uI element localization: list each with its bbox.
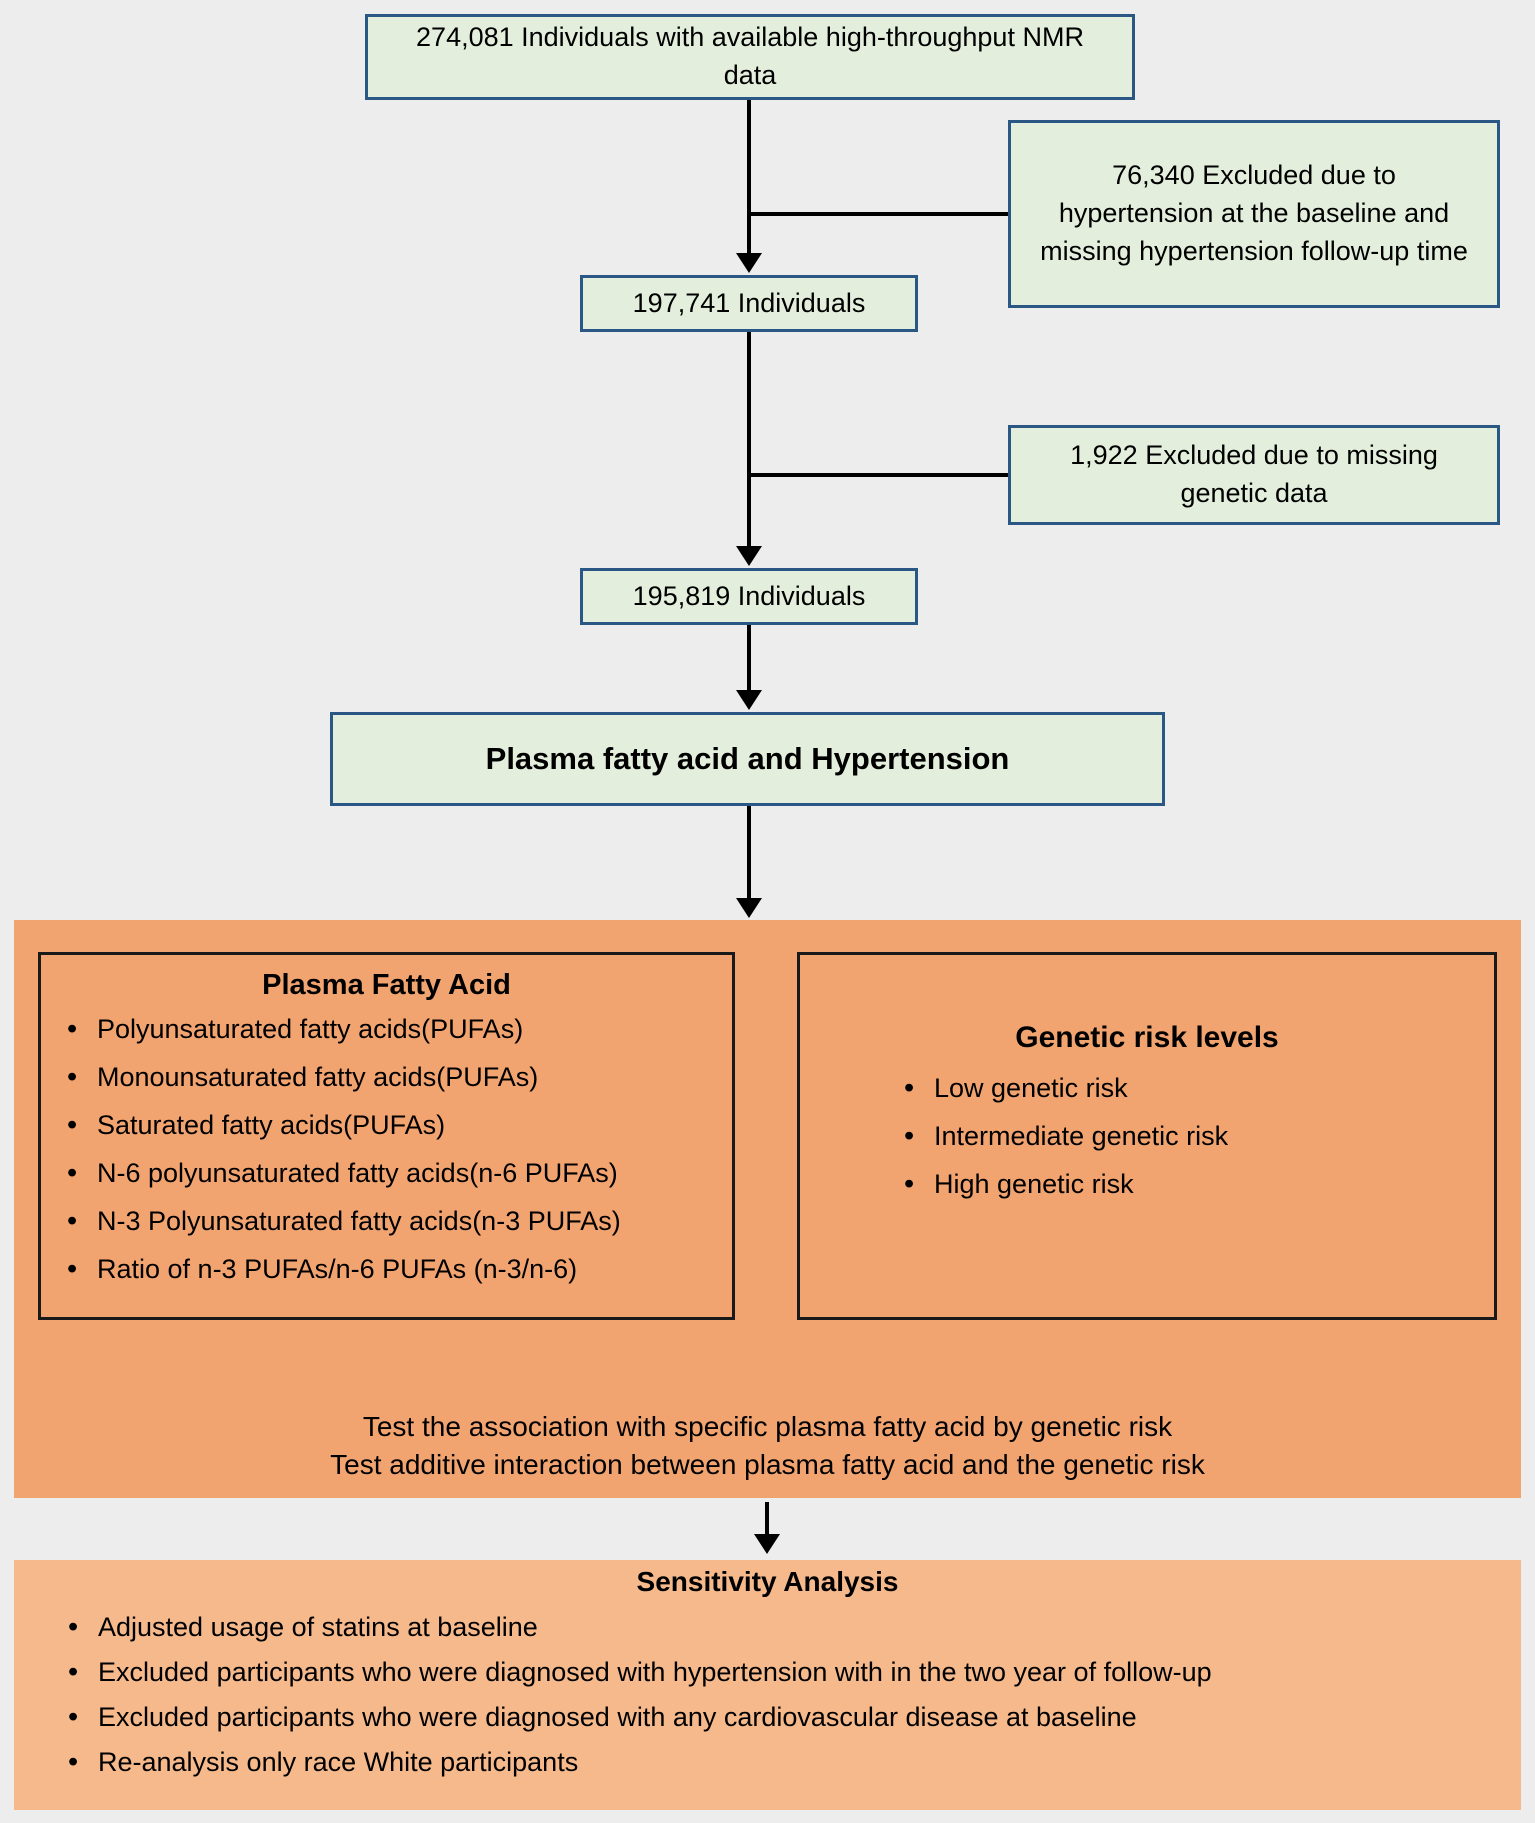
test-line-2: Test additive interaction between plasma fatty acid and the genetic risk <box>330 1448 1205 1480</box>
list-item: • High genetic risk <box>894 1167 1478 1202</box>
list-item: • Polyunsaturated fatty acids(PUFAs) <box>57 1012 716 1047</box>
box-plasma-hypertension-text: Plasma fatty acid and Hypertension <box>485 741 1010 777</box>
sensitivity-list <box>14 1610 1521 1780</box>
list-item: • Ratio of n-3 PUFAs/n-6 PUFAs (n-3/n-6) <box>57 1252 716 1287</box>
test-description <box>14 1408 1521 1484</box>
box-nmr-individuals <box>365 14 1135 100</box>
arrowhead-icon <box>736 898 762 918</box>
panel-sensitivity-analysis <box>14 1560 1521 1810</box>
panel-plasma-fatty-acid <box>38 952 735 1320</box>
arrowhead-icon <box>736 690 762 710</box>
list-item: • N-3 Polyunsaturated fatty acids(n-3 PUFAs) <box>57 1204 716 1239</box>
list-item: • Adjusted usage of statins at baseline <box>58 1610 1497 1645</box>
sensitivity-title: Sensitivity Analysis <box>636 1566 899 1597</box>
plasma-fatty-acid-list <box>57 1012 716 1288</box>
list-item: • Low genetic risk <box>894 1071 1478 1106</box>
list-item: • N-6 polyunsaturated fatty acids(n-6 PUFAs) <box>57 1156 716 1191</box>
box-individuals-197741 <box>580 275 918 332</box>
arrowhead-icon <box>736 253 762 273</box>
box-individuals-195819 <box>580 568 918 625</box>
test-line-1: Test the association with specific plasma fatty acid by genetic risk <box>362 1411 1173 1442</box>
arrowhead-icon <box>754 1534 780 1554</box>
panel-genetic-risk <box>797 952 1497 1320</box>
list-item: • Re-analysis only race White participants <box>58 1745 1497 1780</box>
list-item: • Intermediate genetic risk <box>894 1119 1478 1154</box>
box-nmr-individuals-text: 274,081 Individuals with available high-throughput NMR data <box>416 22 1084 90</box>
list-item: • Excluded participants who were diagnosed with hypertension with in the two year of follow-up <box>58 1655 1497 1690</box>
box-excluded-genetic-text: 1,922 Excluded due to missing genetic data <box>1070 440 1438 508</box>
box-excluded-genetic <box>1008 425 1500 525</box>
genetic-risk-list <box>816 1071 1478 1202</box>
box-individuals-195819-text: 195,819 Individuals <box>632 580 866 611</box>
list-item: • Excluded participants who were diagnosed with any cardiovascular disease at baseline <box>58 1700 1497 1735</box>
list-item: • Saturated fatty acids(PUFAs) <box>57 1108 716 1143</box>
box-individuals-197741-text: 197,741 Individuals <box>632 287 866 318</box>
arrowhead-icon <box>736 546 762 566</box>
box-excluded-hypertension-text: 76,340 Excluded due to hypertension at the baseline and missing hypertension follow-up time <box>1040 160 1468 266</box>
panel-genetic-title: Genetic risk levels <box>1015 1021 1279 1054</box>
panel-plasma-title: Plasma Fatty Acid <box>262 969 511 1001</box>
list-item: • Monounsaturated fatty acids(PUFAs) <box>57 1060 716 1095</box>
box-excluded-hypertension <box>1008 120 1500 308</box>
box-plasma-hypertension-title <box>330 712 1165 806</box>
